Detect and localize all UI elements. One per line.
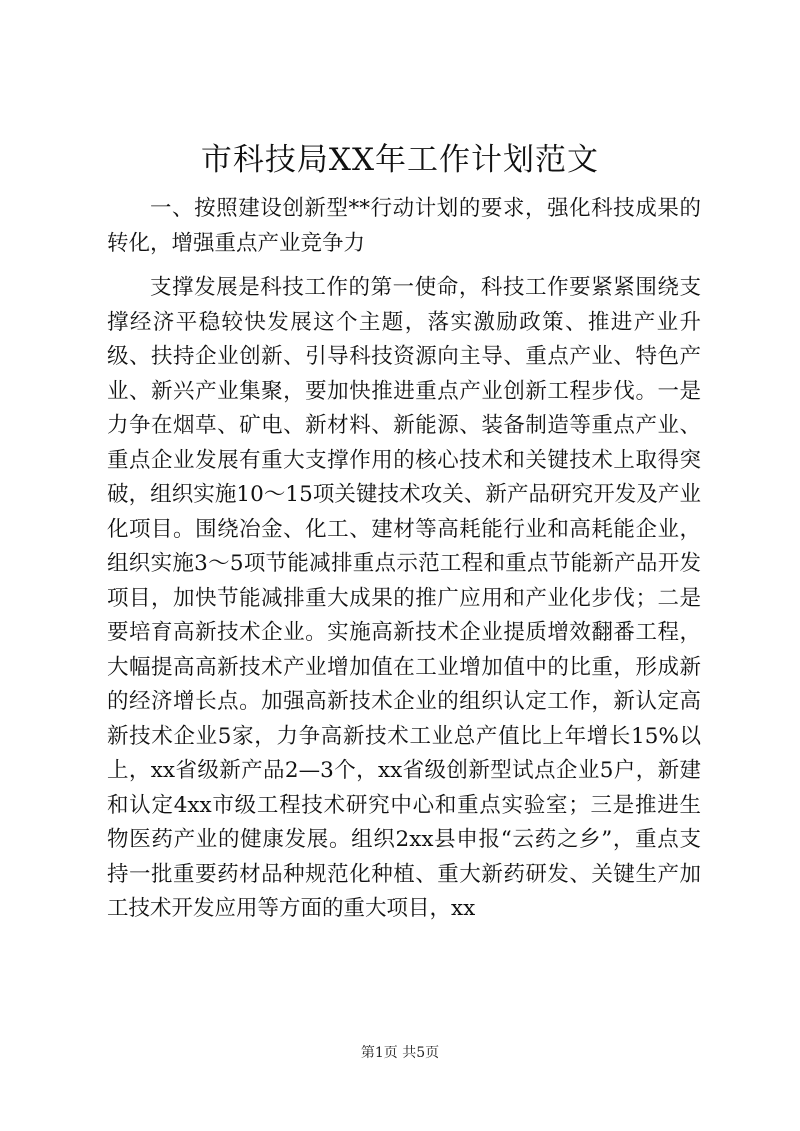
document-title: 市科技局XX年工作计划范文 (200, 142, 600, 178)
body-paragraph-1: 支撑发展是科技工作的第一使命，科技工作要紧紧围绕支撑经济平稳较快发展这个主题，落实激励政策、推进产业升级、扶持企业创新、引导科技资源向主导、重点产业、特色产业、新兴产业集聚，要加快推进重点产业创新工程步伐。一是力争在烟草、矿电、新材料、新能源、装备制造等重点产业、重点企业发展有重大支撑作用的核心技术和关键技术上取得突破，组织实施10～15项关键技术攻关、新产品研究开发及产业化项目。围绕冶金、化工、建材等高耗能行业和高耗能企业，组织实施3～5项节能减排重点示范工程和重点节能新产品开发项目，加快节能减排重大成果的推广应用和产业化步伐；二是要培育高新技术企业。实施高新技术企业提质增效翻番工程，大幅提高高新技术产业增加值在工业增加值中的比重，形成新的经济增长点。加强高新技术企业的组织认定工作，新认定高新技术企业5家，力争高新技术工业总产值比上年增长15%以上，xx省级新产品2—3个，xx省级创新型试点企业5户，新建和认定4xx市级工程技术研究中心和重点实验室；三是推进生物医药产业的健康发展。组织2xx县申报“云药之乡”，重点支持一批重要药材品种规范化种植、重大新药研发、关键生产加工技术开发应用等方面的重大项目，xx (107, 275, 701, 921)
section-heading-1: 一、按照建设创新型**行动计划的要求，强化科技成果的转化，增强重点产业竞争力 (107, 196, 701, 256)
page-footer: 第1页 共5页 (360, 1045, 440, 1061)
